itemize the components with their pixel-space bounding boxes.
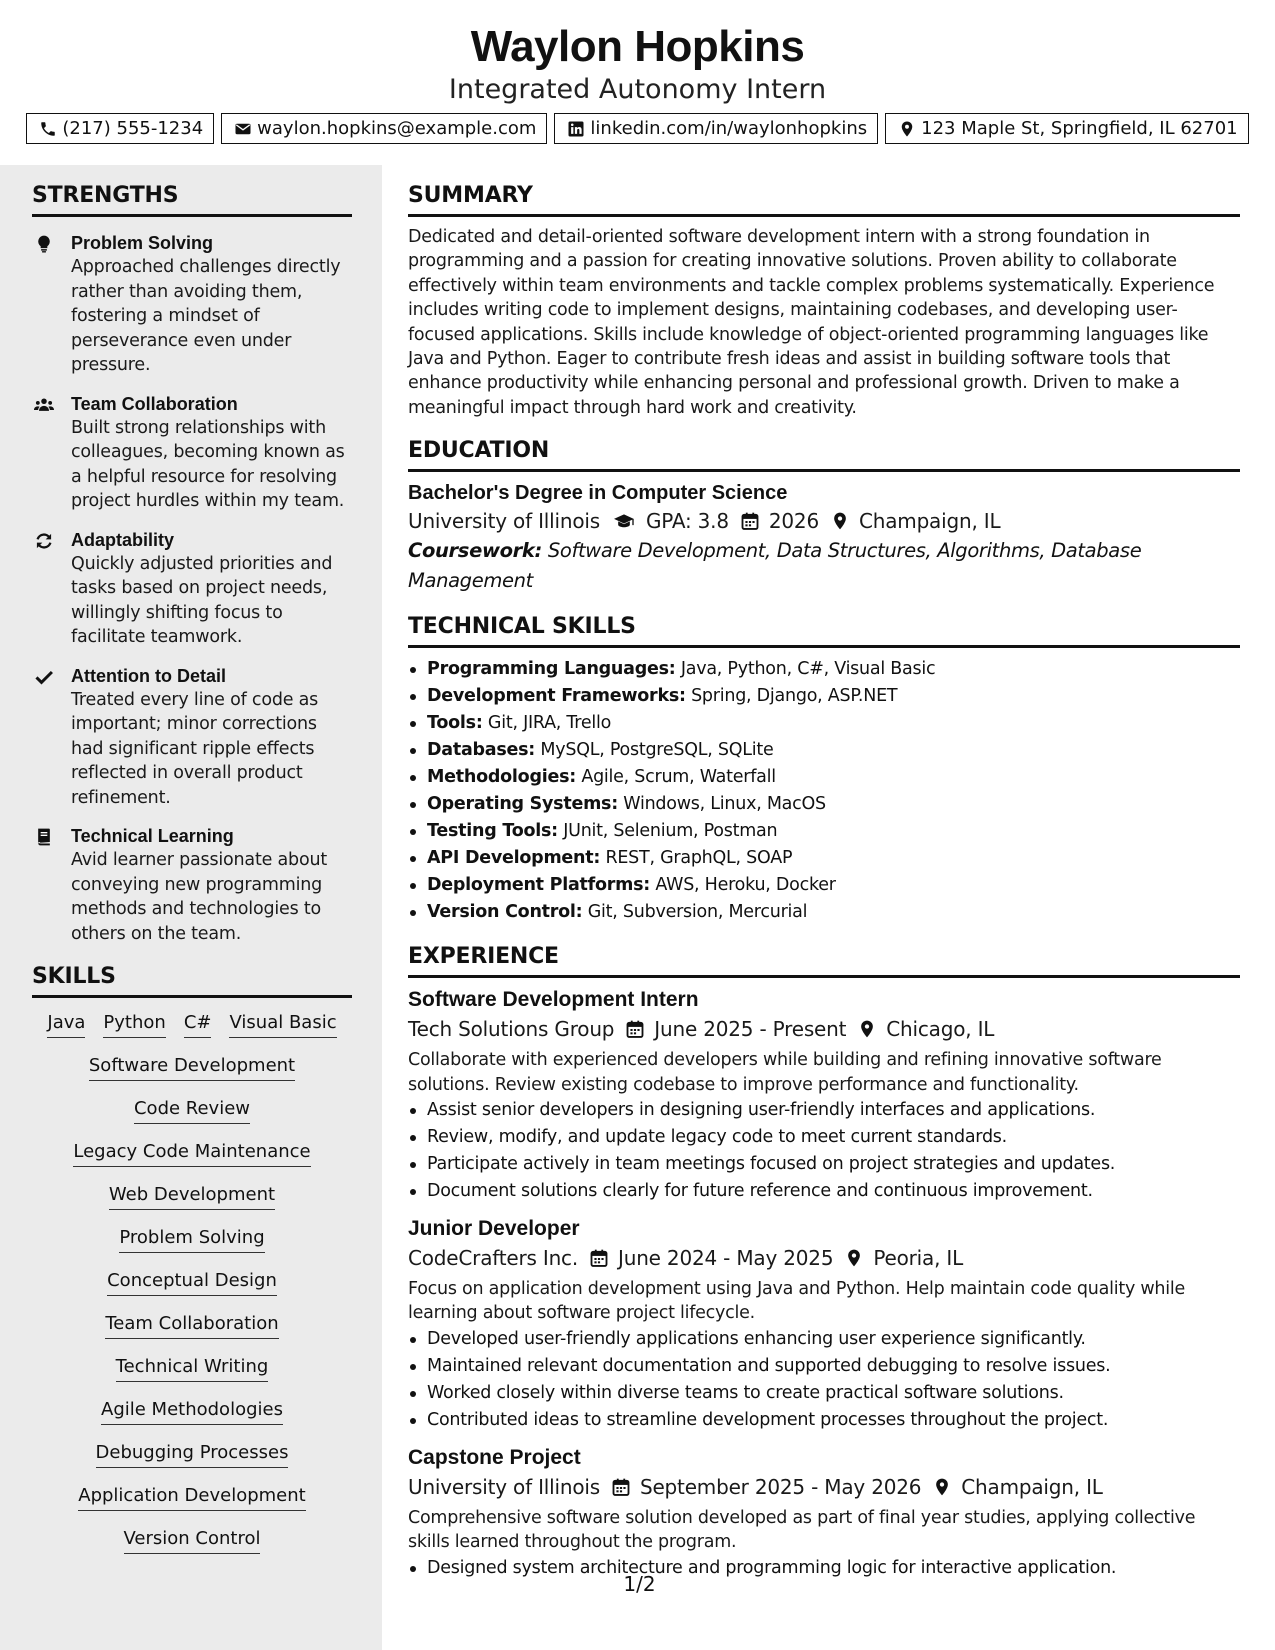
candidate-name: Waylon Hopkins bbox=[470, 22, 805, 71]
skill-tag: Team Collaboration bbox=[105, 1313, 278, 1339]
skill-tag: Version Control bbox=[124, 1528, 261, 1554]
job-description: Focus on application development using Java and Python. Help maintain code quality while learning about software project lifecycle. bbox=[408, 1279, 1186, 1324]
skill-values: Git, Subversion, Mercurial bbox=[587, 902, 808, 923]
school-name: University of Illinois bbox=[408, 509, 600, 534]
strength-title: Technical Learning bbox=[71, 826, 234, 846]
sidebar bbox=[0, 165, 382, 1650]
list-item bbox=[408, 791, 1240, 818]
skill-tag: Code Review bbox=[134, 1098, 250, 1124]
skill-tag-row bbox=[32, 1528, 352, 1554]
skill-category: Databases: bbox=[427, 740, 536, 761]
list-item: Review, modify, and update legacy code to meet current standards. bbox=[408, 1124, 1240, 1151]
skill-category: Operating Systems: bbox=[427, 794, 618, 815]
strength-desc: Quickly adjusted priorities and tasks based on project needs, willingly shifting focus to facilitate teamwork. bbox=[71, 553, 333, 647]
skill-category: Tools: bbox=[427, 713, 483, 734]
company-name: CodeCrafters Inc. bbox=[408, 1246, 579, 1271]
map-pin-icon bbox=[846, 1019, 886, 1039]
linkedin-text: linkedin.com/in/waylonhopkins bbox=[590, 118, 868, 139]
skill-tag-row bbox=[32, 1270, 352, 1296]
skill-category: Programming Languages: bbox=[427, 659, 676, 680]
candidate-role: Integrated Autonomy Intern bbox=[448, 74, 827, 105]
list-item: Contributed ideas to streamline development processes throughout the project. bbox=[408, 1407, 1240, 1434]
calendar-icon bbox=[729, 511, 769, 531]
job-description: Collaborate with experienced developers while building and refining innovative software solutions. Review existing codebase to improve performance and functionality. bbox=[408, 1050, 1162, 1095]
skill-tag-row bbox=[32, 1313, 352, 1339]
graduation-cap-icon bbox=[600, 511, 646, 531]
summary-heading: SUMMARY bbox=[408, 183, 1240, 217]
skill-tag: Legacy Code Maintenance bbox=[73, 1141, 310, 1167]
resume-header bbox=[0, 0, 1275, 165]
list-item bbox=[408, 656, 1240, 683]
strength-item bbox=[32, 231, 352, 378]
job-dates: June 2024 - May 2025 bbox=[618, 1246, 834, 1271]
list-item: Participate actively in team meetings focused on project strategies and updates. bbox=[408, 1151, 1240, 1178]
strength-desc: Approached challenges directly rather than avoiding them, fostering a mindset of perseverance even under pressure. bbox=[71, 257, 341, 375]
calendar-icon bbox=[578, 1248, 618, 1268]
list-item bbox=[408, 845, 1240, 872]
strength-item bbox=[32, 664, 352, 811]
job-meta bbox=[408, 1243, 1240, 1273]
skill-tag: Problem Solving bbox=[119, 1227, 264, 1253]
email-text: waylon.hopkins@example.com bbox=[257, 118, 537, 139]
users-icon bbox=[32, 392, 71, 514]
list-item: Designed system architecture and programming logic for interactive application. bbox=[408, 1555, 1240, 1582]
job-dates: June 2025 - Present bbox=[654, 1017, 847, 1042]
page-number-text: 1/2 bbox=[623, 1572, 656, 1596]
skill-tag: Software Development bbox=[89, 1055, 295, 1081]
job-bullets bbox=[408, 1097, 1240, 1205]
skill-values: Agile, Scrum, Waterfall bbox=[581, 767, 776, 788]
skill-values: Windows, Linux, MacOS bbox=[623, 794, 826, 815]
check-icon bbox=[32, 664, 71, 811]
list-item: Document solutions clearly for future reference and continuous improvement. bbox=[408, 1178, 1240, 1205]
skill-tag: Web Development bbox=[109, 1184, 275, 1210]
skill-tag-row bbox=[32, 1356, 352, 1382]
strength-item bbox=[32, 392, 352, 514]
skill-tag-row bbox=[32, 1399, 352, 1425]
job-location: Chicago, IL bbox=[886, 1017, 995, 1042]
gpa-text: GPA: 3.8 bbox=[645, 509, 729, 534]
job-title: Capstone Project bbox=[408, 1445, 581, 1469]
education-section bbox=[408, 438, 1240, 596]
job-meta bbox=[408, 1472, 1240, 1502]
skill-values: Java, Python, C#, Visual Basic bbox=[680, 659, 936, 680]
strength-item bbox=[32, 824, 352, 946]
skill-values: MySQL, PostgreSQL, SQLite bbox=[540, 740, 774, 761]
email-contact[interactable] bbox=[221, 113, 547, 144]
list-item bbox=[408, 683, 1240, 710]
education-meta bbox=[408, 506, 1240, 536]
book-icon bbox=[32, 824, 71, 946]
job-location: Peoria, IL bbox=[873, 1246, 964, 1271]
skill-tag-row bbox=[32, 1055, 352, 1081]
strength-title: Team Collaboration bbox=[71, 393, 238, 414]
skill-tag: Agile Methodologies bbox=[101, 1399, 283, 1425]
company-name: University of Illinois bbox=[408, 1474, 600, 1499]
technical-skills-heading: TECHNICAL SKILLS bbox=[408, 614, 1240, 648]
skill-tag: Debugging Processes bbox=[96, 1442, 289, 1468]
experience-heading: EXPERIENCE bbox=[408, 944, 1240, 978]
skill-category: Testing Tools: bbox=[427, 821, 558, 842]
skill-tag-row bbox=[32, 1227, 352, 1253]
skill-tag: Python bbox=[103, 1012, 165, 1038]
technical-skills-list bbox=[408, 656, 1240, 926]
map-pin-icon bbox=[819, 511, 859, 531]
job-title: Junior Developer bbox=[408, 1217, 580, 1241]
map-pin-icon bbox=[833, 1248, 873, 1268]
refresh-icon bbox=[32, 528, 71, 650]
job-description: Comprehensive software solution developed as part of final year studies, applying collective skills learned throughout the program. bbox=[408, 1507, 1196, 1553]
skill-category: Deployment Platforms: bbox=[427, 875, 651, 896]
job-title: Software Development Intern bbox=[408, 988, 699, 1012]
phone-icon bbox=[39, 120, 57, 138]
skill-tag: Conceptual Design bbox=[107, 1270, 277, 1296]
skill-values: JUnit, Selenium, Postman bbox=[563, 821, 778, 842]
job-entry bbox=[408, 1215, 1240, 1434]
skill-values: REST, GraphQL, SOAP bbox=[605, 848, 793, 869]
list-item bbox=[408, 872, 1240, 899]
list-item: Developed user-friendly applications enhancing user experience significantly. bbox=[408, 1326, 1240, 1353]
list-item bbox=[408, 899, 1240, 926]
phone-text: (217) 555-1234 bbox=[62, 118, 204, 139]
graduation-year: 2026 bbox=[768, 509, 819, 534]
list-item bbox=[408, 710, 1240, 737]
coursework-list: Software Development, Data Structures, Algorithms, Database Management bbox=[408, 539, 1142, 593]
lightbulb-icon bbox=[32, 231, 71, 378]
coursework-label: Coursework: bbox=[408, 539, 542, 563]
skill-tag: Application Development bbox=[78, 1485, 305, 1511]
phone-contact[interactable] bbox=[26, 113, 214, 144]
calendar-icon bbox=[600, 1477, 640, 1497]
address-text: 123 Maple St, Springfield, IL 62701 bbox=[921, 118, 1238, 139]
experience-section bbox=[408, 944, 1240, 1581]
strength-desc: Built strong relationships with colleagues, becoming known as a helpful resource for resolving project hurdles within my team. bbox=[71, 417, 345, 511]
job-meta bbox=[408, 1014, 1240, 1044]
strengths-heading: STRENGTHS bbox=[32, 183, 352, 217]
skill-tag-row bbox=[32, 1184, 352, 1210]
list-item bbox=[408, 818, 1240, 845]
list-item bbox=[408, 737, 1240, 764]
skill-tag-row bbox=[32, 1485, 352, 1511]
skill-tag: C# bbox=[184, 1012, 212, 1038]
job-entry bbox=[408, 986, 1240, 1205]
skill-values: AWS, Heroku, Docker bbox=[655, 875, 836, 896]
linkedin-icon bbox=[567, 120, 585, 138]
skill-category: Methodologies: bbox=[427, 767, 577, 788]
strength-title: Problem Solving bbox=[71, 233, 214, 253]
summary-text: Dedicated and detail-oriented software development intern with a strong foundation in programming and a passion for creating innovative solutions. Proven ability to collaborate effectively within team environments and tackle complex problems systematically. Experience includes writing code to implement designs, maintaining codebases, and developing user-focused applications. Skills include knowledge of object-oriented programming languages like Java and Python. Eager to contribute fresh ideas and assist in building software tools that enhance productivity while enhancing personal and professional growth. Driven to make a meaningful impact through hard work and creativity. bbox=[408, 227, 1215, 418]
page-number bbox=[0, 1572, 1275, 1596]
summary-section bbox=[408, 183, 1240, 420]
map-pin-icon bbox=[898, 120, 916, 138]
skill-tag-row bbox=[32, 1442, 352, 1468]
skill-tag: Visual Basic bbox=[229, 1012, 336, 1038]
linkedin-contact[interactable] bbox=[554, 113, 878, 144]
skill-category: Development Frameworks: bbox=[427, 686, 686, 707]
envelope-icon bbox=[234, 120, 252, 138]
skill-tag-row bbox=[32, 1098, 352, 1124]
skill-category: API Development: bbox=[427, 848, 601, 869]
strength-title: Adaptability bbox=[71, 529, 175, 550]
education-location: Champaign, IL bbox=[858, 509, 1001, 534]
skill-values: Git, JIRA, Trello bbox=[487, 713, 612, 734]
strength-item bbox=[32, 528, 352, 650]
skill-tag-row bbox=[32, 1141, 352, 1167]
contact-bar bbox=[0, 113, 1275, 144]
job-location: Champaign, IL bbox=[961, 1474, 1103, 1499]
list-item: Assist senior developers in designing user-friendly interfaces and applications. bbox=[408, 1097, 1240, 1124]
education-heading: EDUCATION bbox=[408, 438, 1240, 472]
list-item: Worked closely within diverse teams to create practical software solutions. bbox=[408, 1380, 1240, 1407]
degree-title: Bachelor's Degree in Computer Science bbox=[408, 482, 788, 505]
skill-tag: Java bbox=[47, 1012, 85, 1038]
strength-title: Attention to Detail bbox=[71, 665, 226, 686]
job-bullets bbox=[408, 1326, 1240, 1434]
strength-desc: Treated every line of code as important; minor corrections had significant ripple effects reflected in overall product refinement. bbox=[71, 689, 319, 808]
technical-skills-section bbox=[408, 614, 1240, 926]
skills-heading: SKILLS bbox=[32, 964, 352, 998]
skill-category: Version Control: bbox=[427, 902, 583, 923]
job-dates: September 2025 - May 2026 bbox=[639, 1474, 922, 1499]
coursework-line bbox=[408, 536, 1240, 596]
job-entry bbox=[408, 1444, 1240, 1582]
calendar-icon bbox=[614, 1019, 654, 1039]
company-name: Tech Solutions Group bbox=[408, 1017, 615, 1042]
skills-tag-list bbox=[32, 1012, 352, 1554]
map-pin-icon bbox=[921, 1477, 961, 1497]
skill-values: Spring, Django, ASP.NET bbox=[691, 686, 898, 707]
main-column bbox=[408, 183, 1240, 1600]
list-item: Maintained relevant documentation and supported debugging to resolve issues. bbox=[408, 1353, 1240, 1380]
list-item bbox=[408, 764, 1240, 791]
strength-desc: Avid learner passionate about conveying new programming methods and technologies to others on the team. bbox=[71, 850, 328, 944]
skill-tag: Technical Writing bbox=[116, 1356, 269, 1382]
address-contact[interactable] bbox=[885, 113, 1248, 144]
